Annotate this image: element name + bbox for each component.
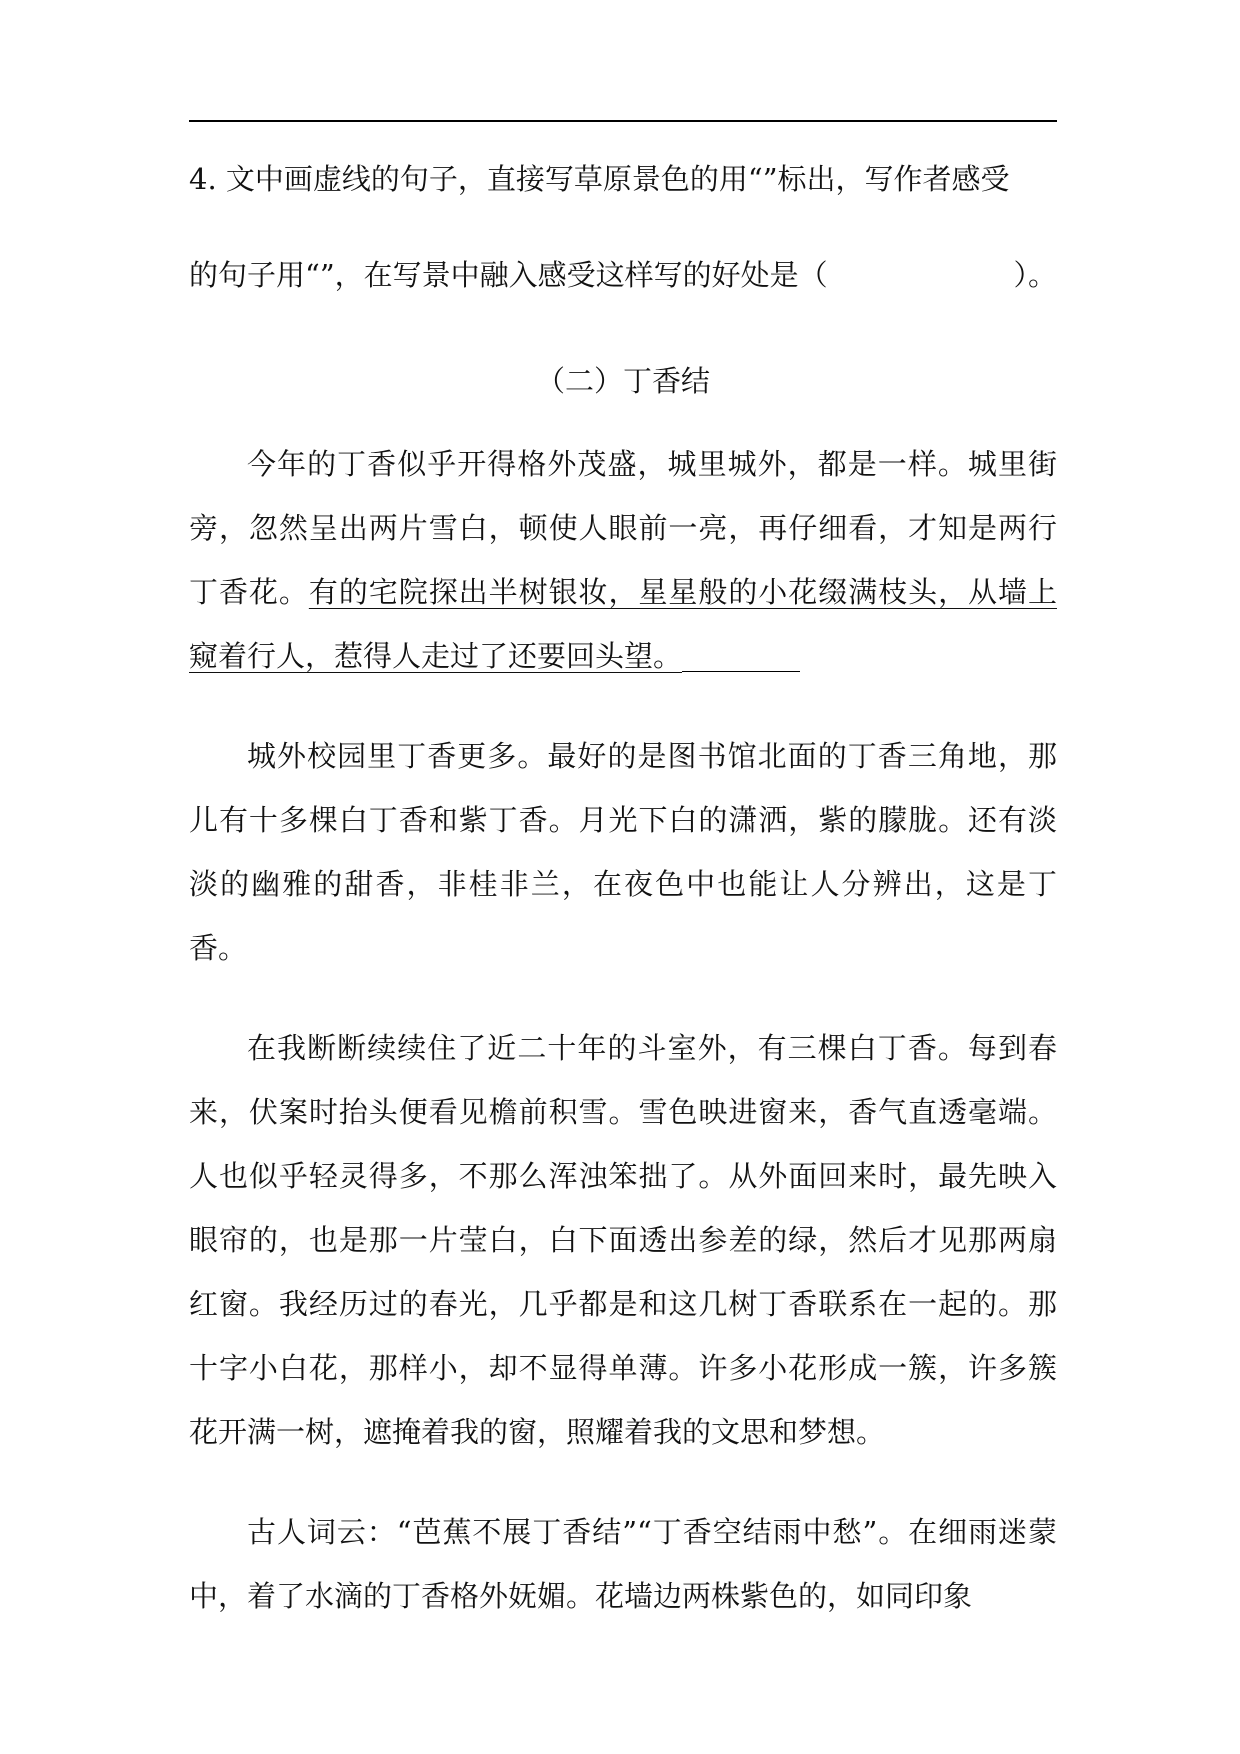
paragraph-3: 在我断断续续住了近二十年的斗室外，有三棵白丁香。每到春来，伏案时抬头便看见檐前积雪。雪色映进窗来，香气直透毫端。人也似乎轻灵得多，不那么浑浊笨拙了。从外面回来时，最先映入眼帘的，也是那一片莹白，白下面透出参差的绿，然后才见那两扇红窗。我经历过的春光，几乎都是和这几树丁香联系在一起的。那十字小白花，那样小，却不显得单薄。许多小花形成一簇，许多簇花开满一树，遮掩着我的窗，照耀着我的文思和梦想。 <box>189 1031 1057 1449</box>
underline-trailing-blank <box>682 670 800 672</box>
section-title: （二）丁香结 <box>535 364 710 398</box>
paragraph-2: 城外校园里丁香更多。最好的是图书馆北面的丁香三角地，那儿有十多棵白丁香和紫丁香。月光下白的潇洒，紫的朦胧。还有淡淡的幽雅的甜香，非桂非兰，在夜色中也能让人分辨出，这是丁香。 <box>189 739 1057 965</box>
question-4-line-1: 4. 文中画虚线的句子，直接写草原景色的用“”标出，写作者感受 <box>189 162 1010 196</box>
question-4-line-2-end: ）。 <box>1013 258 1057 292</box>
question-4-line-2-text: 的句子用“”，在写景中融入感受这样写的好处是（ <box>189 258 828 292</box>
underlined-sentence: 有的宅院探出半树银妆，星星般的小花缀满枝头，从墙上窥着行人，惹得人走过了还要回头望。 <box>189 575 1057 673</box>
paragraph-1 <box>189 432 1057 688</box>
paragraph-4: 古人词云：“芭蕉不展丁香结”“丁香空结雨中愁”。在细雨迷蒙中，着了水滴的丁香格外妩媚。花墙边两株紫色的，如同印象 <box>189 1515 1057 1613</box>
question-4-line-2 <box>189 260 1057 290</box>
paragraph-1-text: 今年的丁香似乎开得格外茂盛，城里城外，都是一样。城里街旁，忽然呈出两片雪白，顿使人眼前一亮，再仔细看，才知是两行丁香花。 <box>189 447 1057 609</box>
document-body <box>189 164 1057 1628</box>
header-rule <box>189 120 1057 122</box>
